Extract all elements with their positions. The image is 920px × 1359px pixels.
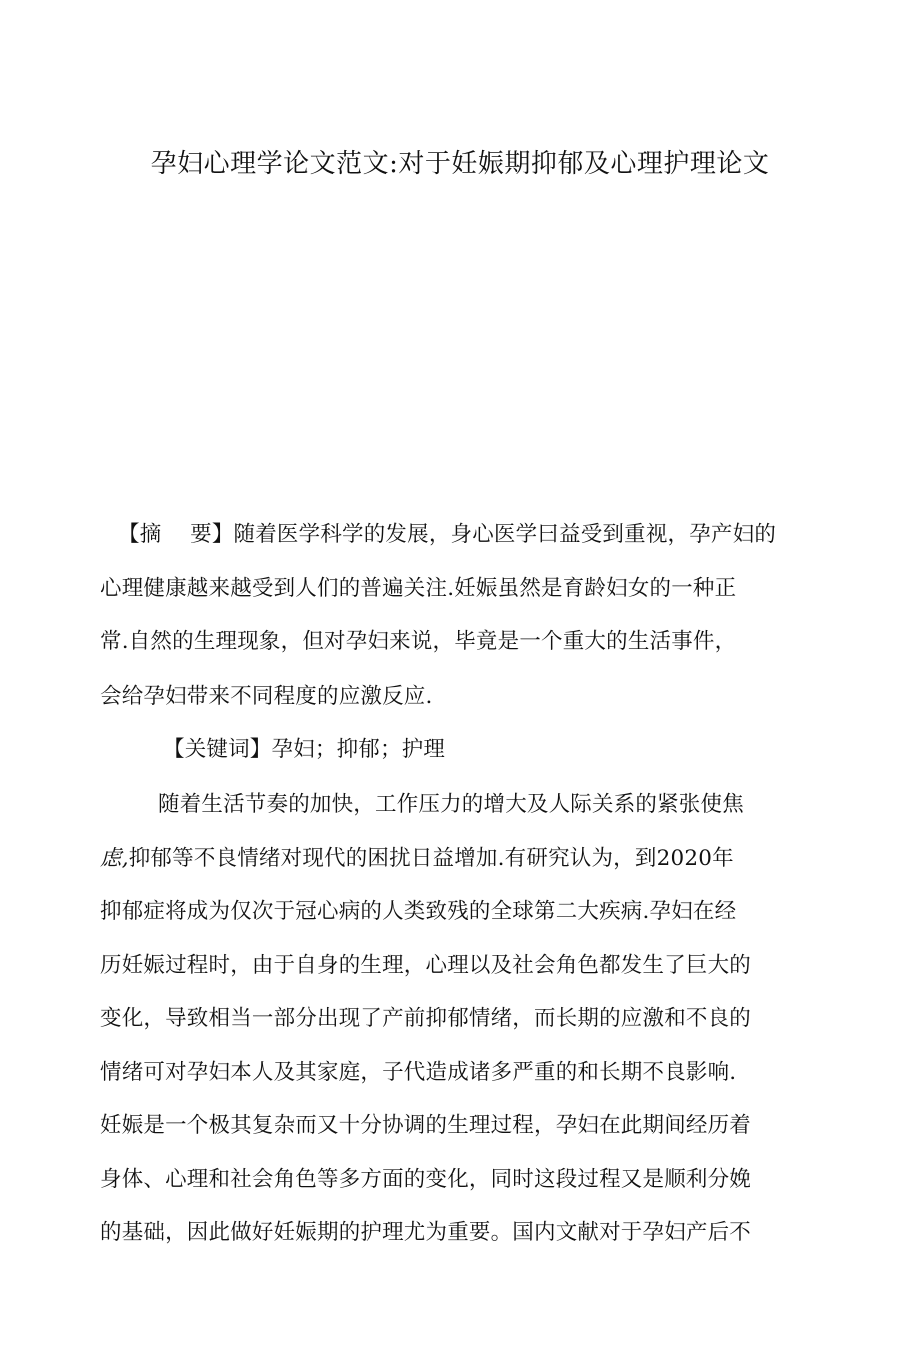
body-line-2-wrapper <box>100 844 734 874</box>
document-title: 孕妇心理学论文范文:对于妊娠期抑郁及心理护理论文 <box>150 149 770 179</box>
body-line-5: 变化，导致相当一部分出现了产前抑郁情绪，而长期的应激和不良的 <box>100 1006 752 1031</box>
body-line-6: 情绪可对孕妇本人及其家庭，子代造成诸多严重的和长期不良影响. <box>100 1060 737 1085</box>
abstract-line-1: 【摘 要】随着医学科学的发展，身心医学曰益受到重视，孕产妇的 <box>118 522 777 547</box>
abstract-line-3: 常.自然的生理现象，但对孕妇来说，毕竟是一个重大的生活事件， <box>100 629 737 654</box>
body-line-4: 历妊娠过程时，由于自身的生理，心理以及社会角色都发生了巨大的 <box>100 953 752 978</box>
body-line-9: 的基础，因此做好妊娠期的护理尤为重要。国内文献对于孕妇产后不 <box>100 1220 752 1245</box>
body-line-7: 妊娠是一个极其复杂而又十分协调的生理过程，孕妇在此期间经历着 <box>100 1113 752 1138</box>
italic-prefix: 虑, <box>100 846 129 871</box>
keywords-line: 【关键词】孕妇；抑郁；护理 <box>163 737 446 762</box>
body-line-1: 随着生活节奏的加快，工作压力的增大及人际关系的紧张使焦 <box>158 792 744 817</box>
body-line-2: 抑郁等不良情绪对现代的困扰日益增加.有研究认为，到2020年 <box>128 846 734 871</box>
body-line-8: 身体、心理和社会角色等多方面的变化，同时这段过程又是顺利分娩 <box>100 1167 752 1192</box>
abstract-line-4: 会给孕妇带来不同程度的应激反应. <box>100 684 433 709</box>
body-line-3: 抑郁症将成为仅次于冠心病的人类致残的全球第二大疾病.孕妇在经 <box>100 899 737 924</box>
abstract-line-2: 心理健康越来越受到人们的普遍关注.妊娠虽然是育龄妇女的一种正 <box>100 576 737 601</box>
